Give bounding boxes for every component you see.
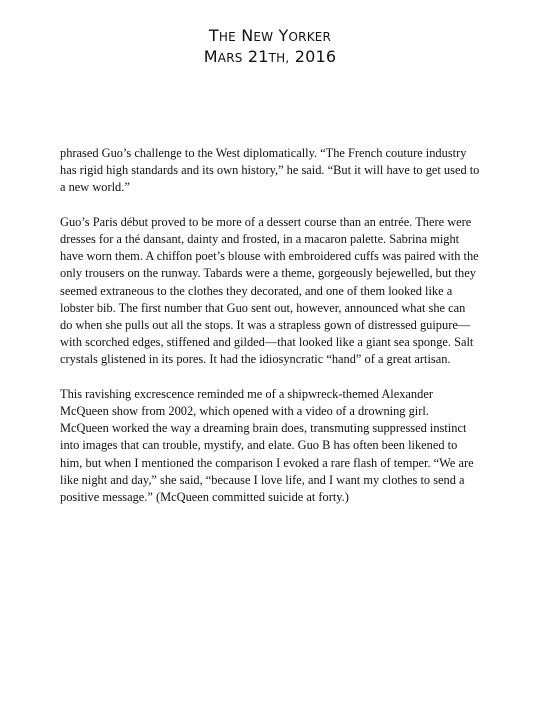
- publication-date: MARS 21TH, 2016: [203, 47, 337, 66]
- paragraph-2: Guo’s Paris début proved to be more of a dessert course than an entrée. There were dresses for a thé dansant, dainty and frosted, in a macaron palette. Sabrina might have worn them. A chiffon poet’s blouse with embroidered cuffs was paired with the only trousers on the runway. Tabards were a theme, gorgeously bejewelled, but they seemed extraneous to the clothes they decorated, and one of them looked like a lobster bib. The first number that Guo sent out, however, announced what she can do when she pulls out all the stops. It was a strapless gown of distressed guipure—with scorched edges, stiffened and gilded—that looked like a giant sea sponge. Salt crystals glistened in its pores. It had the idiosyncratic “hand” of a great artisan.: [60, 214, 479, 367]
- paragraph-1: phrased Guo’s challenge to the West diplomatically. “The French couture industry has rigid high standards and its own history,” he said. “But it will have to get used to a new world.”: [60, 146, 480, 195]
- article-body: [60, 145, 480, 523]
- page-header: [0, 26, 540, 68]
- publication-title: THE NEW YORKER: [208, 26, 332, 45]
- paragraph-3: This ravishing excrescence reminded me of a shipwreck-themed Alexander McQueen show from 2002, which opened with a video of a drowning girl. McQueen worked the way a dreaming brain does, transmuting suppressed instinct into images that can trouble, mystify, and elate. Guo B has often been likened to him, but when I mentioned the comparison I evoked a rare flash of temper. “We are like night and day,” she said, “because I love life, and I want my clothes to send a positive message.” (McQueen committed suicide at forty.): [60, 386, 474, 505]
